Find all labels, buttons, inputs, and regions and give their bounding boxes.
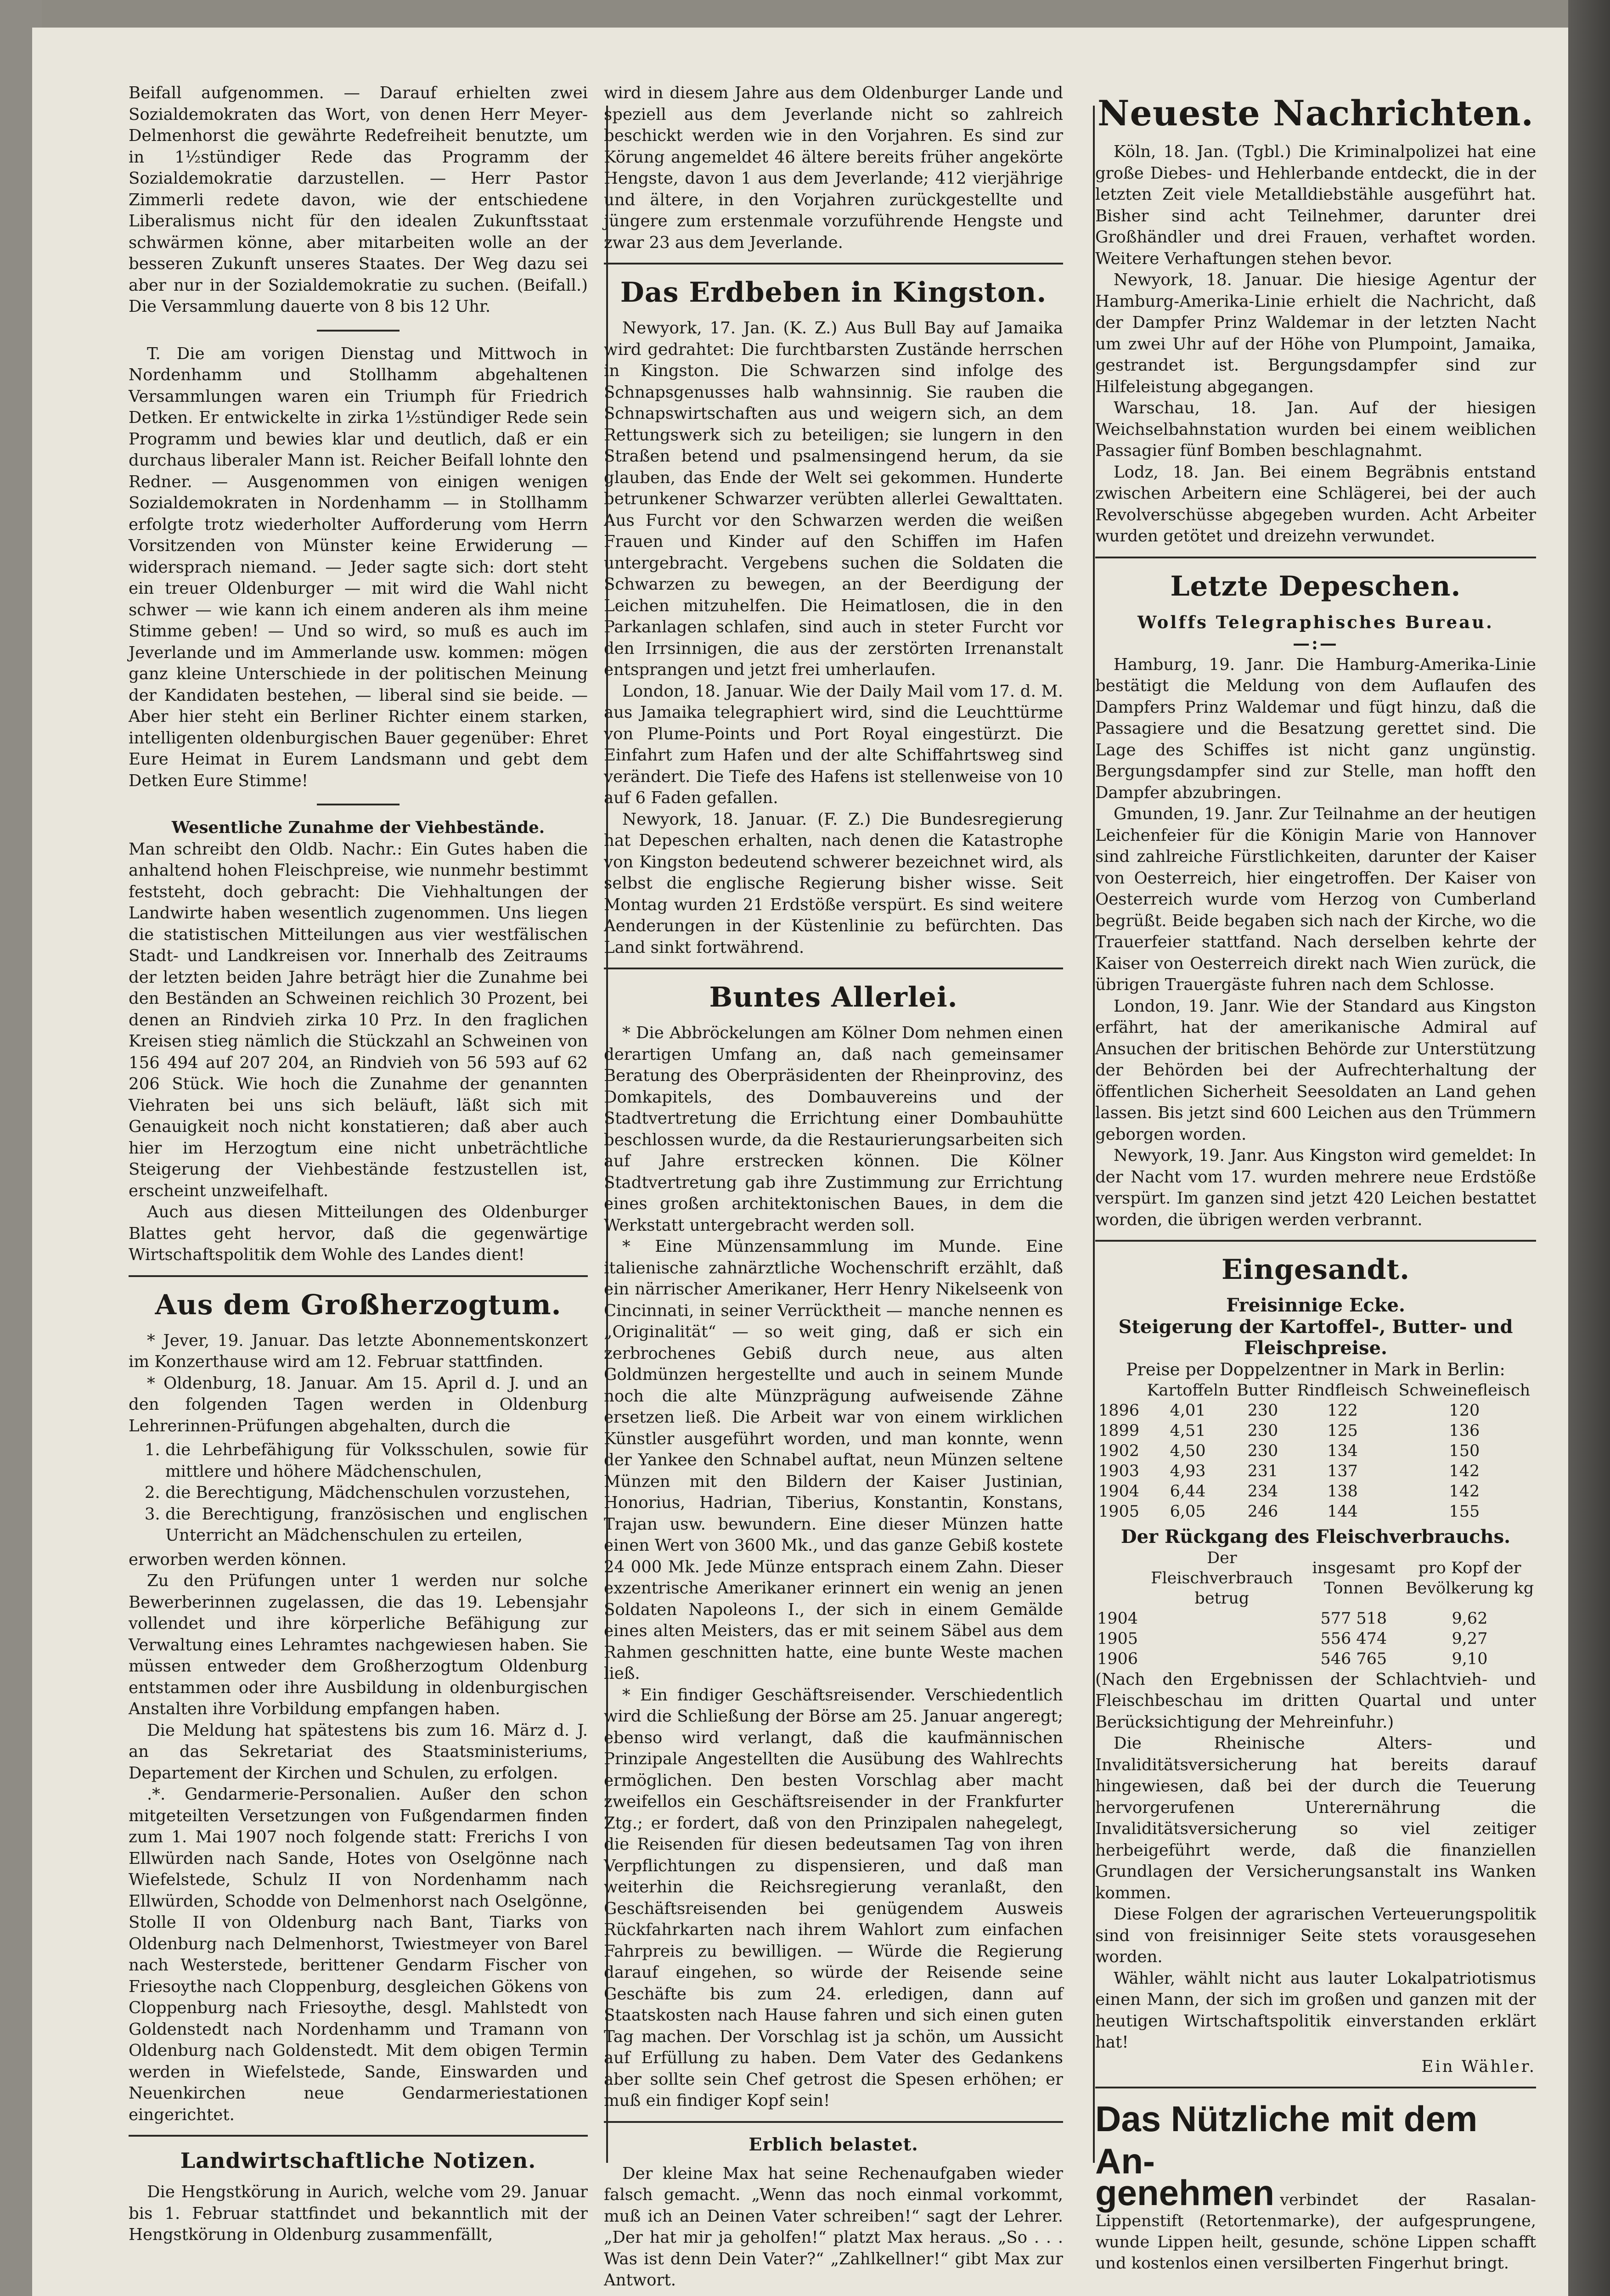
table-row (1095, 1649, 1536, 1669)
article-paragraph: Auch aus diesen Mitteilungen des Oldenburger Blattes geht hervor, daß die gegenwärtige Wirtschaftspolitik dem Wohle des Landes dient! (129, 1203, 588, 1264)
table-cell: 4,51 (1170, 1422, 1206, 1440)
ad-headline-cont: genehmen (1095, 2172, 1275, 2213)
column-3 (1095, 83, 1536, 2273)
table-cell: 4,50 (1170, 1442, 1206, 1460)
section-heading-landwirtschaft: Landwirtschaftliche Notizen. (180, 2148, 536, 2173)
section-subheading: Freisinnige Ecke. (1226, 1294, 1405, 1316)
section-rule (604, 968, 1063, 969)
price-table (1095, 1380, 1536, 1522)
article-paragraph: London, 19. Janr. Wie der Standard aus Kingston erfährt, hat der amerikanische Admiral auf Ansuchen der britischen Behörde zur Unterstützung der Behörden bei der Aufrechterhaltung der öffentlichen Sicherheit Seesoldaten an Land gehen lassen. Bis jetzt sind 600 Leichen aus den Trümmern geborgen worden. (1095, 996, 1536, 1144)
table-cell: 120 (1449, 1401, 1480, 1420)
table-header: insgesamt Tonnen (1312, 1559, 1396, 1598)
table-cell: 1904 (1097, 1609, 1138, 1628)
article-paragraph: Köln, 18. Jan. (Tgbl.) Die Kriminalpolizei hat eine große Diebes- und Hehlerbande entdeckt, die in der letzten Zeit viele Metalldiebstähle ausgeführt hat. Bisher sind acht Teilnehmer, darunter drei Großhändler und drei Frauen, verhaftet worden. Weitere Verhaftungen stehen bevor. (1095, 142, 1536, 268)
article-paragraph: Newyork, 19. Janr. Aus Kingston wird gemeldet: In der Nacht vom 17. wurden mehrere neue Erdstöße verspürt. Im ganzen sind jetzt 420 Leichen bestattet worden, die übrigen werden verbrannt. (1095, 1146, 1536, 1229)
article-paragraph: * Jever, 19. Januar. Das letzte Abonnementskonzert im Konzerthause wird am 12. Februar stattfinden. (129, 1331, 588, 1371)
table-header: Kartoffeln (1147, 1381, 1229, 1400)
table-cell: 134 (1327, 1442, 1358, 1460)
table-row (1095, 1461, 1536, 1481)
article-headline-inline: Wesentliche Zunahme der Viehbestände. (171, 818, 545, 837)
table-cell: 1902 (1098, 1442, 1139, 1460)
table-header-row (1095, 1548, 1536, 1609)
table-cell: 230 (1247, 1401, 1278, 1420)
ad-text: verbindet der Rasalan-Lippenstift (Retortenmarke), der aufgesprungene, wunde Lippen heilt, gesunde, schöne Lippen schafft und kostenlos einen versilberten Fingerhut bringt. (1095, 2191, 1536, 2273)
table-header (1095, 1548, 1140, 1609)
article-paragraph: Die Rheinische Alters- und Invaliditätsversicherung hat bereits darauf hingewiesen, daß bei der durch die Teuerung hervorgerufenen Unterernährung die Invaliditätsversicherung so viel zeitiger herbeigeführt werde, daß die finanziellen Grundlagen der Versicherungsanstalt ins Wanken kommen. (1095, 1734, 1536, 1902)
section-rule (129, 1275, 588, 1277)
signature: Ein Wähler. (1421, 2057, 1536, 2076)
section-heading-grossherzogtum: Aus dem Großherzogtum. (155, 1289, 562, 1321)
table-row (1095, 1502, 1536, 1522)
article-paragraph: Diese Folgen der agrarischen Verteuerungspolitik sind von freisinniger Seite stets vorausgesehen worden. (1095, 1905, 1536, 1966)
article-paragraph: T. Die am vorigen Dienstag und Mittwoch in Nordenhamm und Stollhamm abgehaltenen Versammlungen waren ein Triumph für Friedrich Detken. Er entwickelte in zirka 1½stündiger Rede sein Programm und bewies klar und deutlich, daß er ein durchaus liberaler Mann ist. Reicher Beifall lohnte den Redner. — Ausgenommen von einigen wenigen Sozialdemokraten in Nordenhamm — in Stollhamm erfolgte trotz wiederholter Aufforderung vom Herrn Vorsitzenden von Münster keine Erwiderung — widersprach niemand. — Jeder sagte sich: dort steht ein treuer Oldenburger — mit wird die Wahl nicht schwer — wie kann ich einem anderen als ihm meine Stimme geben! — Und so wird, so muß es auch im Jeverlande und im Ammerlande usw. kommen: mögen ganz kleine Unterschiede in der politischen Meinung der Kandidaten bestehen, — liberal sind sie beide. — Aber hier steht ein Berliner Richter einem starken, intelligenten oldenburgischen Bauer gegenüber: Ehret Eure Heimat in Eurem Landsmann und gebt dem Detken Eure Stimme! (129, 344, 588, 790)
table-cell: 556 474 (1320, 1629, 1387, 1648)
section-heading-eingesandt: Eingesandt. (1221, 1254, 1410, 1286)
article-paragraph: Newyork, 18. Januar. (F. Z.) Die Bundesregierung hat Depeschen erhalten, nach denen die Katastrophe von Kingston bedeutend schwerer bezeichnet wird, als selbst die englische Regierung bisher wisse. Seit Montag wurden 21 Erdstöße verspürt. Es sind weitere Aenderungen in der Küstenlinie zu befürchten. Das Land sinkt fortwährend. (604, 810, 1063, 957)
list-item: 1. die Lehrbefähigung für Volksschulen, sowie für mittlere und höhere Mädchenschulen, (165, 1440, 588, 1482)
article-paragraph: * Oldenburg, 18. Januar. Am 15. April d. J. und an den folgenden Tagen werden in Oldenburg Lehrerinnen-Prüfungen abgehalten, durch die (129, 1373, 588, 1435)
section-rule (129, 2135, 588, 2137)
table-cell: 137 (1327, 1462, 1358, 1480)
column-rule-2 (1093, 106, 1095, 2163)
table-cell: 1899 (1098, 1422, 1139, 1440)
divider (317, 804, 400, 805)
table-cell: 4,01 (1170, 1401, 1206, 1420)
article-paragraph: (Nach den Ergebnissen der Schlachtvieh- und Fleischbeschau im dritten Quartal und unter Berücksichtigung der Mehreinfuhr.) (1095, 1670, 1536, 1732)
article-paragraph: Die Hengstkörung in Aurich, welche vom 29. Januar bis 1. Februar stattfindet und bekanntlich mit der Hengstkörung in Oldenburg zusammenfällt, (129, 2183, 588, 2244)
column-2 (604, 83, 1063, 2290)
article-paragraph: Wähler, wählt nicht aus lauter Lokalpatriotismus einen Mann, der sich im großen und ganzen mit der heutigen Wirtschaftspolitik einverstanden erklärt hat! (1095, 1969, 1536, 2052)
section-rule (1095, 1240, 1536, 1242)
ad-headline: Das Nützliche mit dem An- (1095, 2099, 1478, 2181)
table-cell: 9,27 (1452, 1629, 1488, 1648)
section-heading-erblich: Erblich belastet. (749, 2133, 918, 2155)
article-paragraph: Beifall aufgenommen. — Darauf erhielten zwei Sozialdemokraten das Wort, von denen Herr Meyer-Delmenhorst die gewährte Redefreiheit benutzte, um in 1½stündiger Rede das Programm der Sozialdemokratie darzustellen. — Herr Pastor Zimmerli redete davon, wie der entschiedene Liberalismus nicht für den idealen Zukunftsstaat schwärmen könne, aber mitarbeiten wolle an der besseren Zukunft unseres Staates. Der Weg dazu sei aber nur in der Sozialdemokratie zu suchen. (Beifall.) Die Versammlung dauerte von 8 bis 12 Uhr. (129, 84, 588, 316)
table-caption: Preise per Doppelzentner in Mark in Berlin: (1126, 1359, 1505, 1379)
table-cell: 577 518 (1320, 1609, 1387, 1628)
table-cell: 546 765 (1320, 1649, 1387, 1668)
table-cell: 144 (1327, 1503, 1358, 1521)
table-cell: 4,93 (1170, 1462, 1206, 1480)
ad-body (1095, 2172, 1536, 2274)
advertisement (1095, 2098, 1536, 2274)
article-paragraph: * Ein findiger Geschäftsreisender. Verschiedentlich wird die Schließung der Börse am 25. Januar angeregt; ebenso wird verlangt, daß die kaufmännischen Prinzipale Angestellten die Ausübung des Wahlrechts ermöglichen. Den besten Vorschlag aber macht zweifellos ein Geschäftsreisender in der Frankfurter Ztg.; er fordert, daß von den Prinzipalen nahegelegt, die Reisenden für diesen bedeutsamen Tag von ihren Verpflichtungen zu dispensieren, und daß man weiterhin die Reichsregierung veranlaßt, den Geschäftsreisenden bei genügendem Ausweis Rückfahrkarten nach ihrem Wahlort zum einfachen Fahrpreis zu bewilligen. — Würde die Regierung darauf eingehen, so würde der Reisende seine Geschäfte bis zum 24. erledigen, dann auf Staatskosten nach Hause fahren und sich einen guten Tag machen. Der Vorschlag ist ja schön, um Aussicht auf Erfüllung zu haben. Dem Vater des Gedankens aber sollte sein Chef getrost die Spesen erhöhen; er muß ein findiger Kopf sein! (604, 1685, 1063, 2110)
section-subheading: Wolffs Telegraphisches Bureau. (1137, 612, 1494, 632)
article-paragraph: wird in diesem Jahre aus dem Oldenburger Lande und speziell aus dem Jeverlande nicht so zahlreich beschickt werden wie in den Vorjahren. Es sind zur Körung angemeldet 46 ältere bereits früher angekörte Hengste, davon 1 aus dem Jeverlande; 412 vierjährige und ältere, in den Vorjahren zurückgestellte und jüngere zum erstenmale vorzuführende Hengste und zwar 23 aus dem Jeverlande. (604, 84, 1063, 252)
article-paragraph: Man schreibt den Oldb. Nachr.: Ein Gutes haben die anhaltend hohen Fleischpreise, wie nunmehr bestimmt feststeht, doch gebracht: Die Viehhaltungen der Landwirte haben wesentlich zugenommen. Uns liegen die statistischen Mitteilungen aus vier westfälischen Stadt- und Landkreisen vor. Innerhalb des Zeitraums der letzten beiden Jahre beträgt hier die Zunahme bei den Beständen an Schweinen reichlich 30 Prozent, bei denen an Rindvieh zirka 10 Prz. In den fraglichen Kreisen stieg nämlich die Stückzahl an Schweinen von 156 494 auf 207 204, an Rindvieh von 56 593 auf 62 206 Stück. Wie hoch die Zunahme der genannten Viehraten bei uns sich beläuft, läßt sich mit Genauigkeit noch nicht konstatieren; daß aber auch hier im Herzogtum eine nicht unbeträchtliche Steigerung der Viehbestände festzustellen ist, erscheint unzweifelhaft. (129, 839, 588, 1200)
table-cell: 136 (1449, 1422, 1480, 1440)
column-1 (129, 83, 588, 2244)
article-paragraph: Lodz, 18. Jan. Bei einem Begräbnis entstand zwischen Arbeitern eine Schlägerei, bei der auch Revolverschüsse abgegeben wurden. Acht Arbeiter wurden getötet und dreizehn verwundet. (1095, 462, 1536, 546)
table-cell: 125 (1327, 1422, 1358, 1440)
consumption-table (1095, 1548, 1536, 1669)
numbered-list (165, 1440, 588, 1547)
separator-mark: —:— (1293, 633, 1339, 653)
section-heading-erdbeben: Das Erdbeben in Kingston. (620, 276, 1047, 309)
table-row (1095, 1421, 1536, 1441)
list-item: 3. die Berechtigung, französischen und englischen Unterricht an Mädchenschulen zu erteilen, (165, 1504, 588, 1547)
article-paragraph: London, 18. Januar. Wie der Daily Mail vom 17. d. M. aus Jamaika telegraphiert wird, sind die Leuchttürme von Plume-Points und Port Royal eingestürzt. Die Einfahrt zum Hafen und der alte Schiffahrtsweg sind verändert. Die Tiefe des Hafens ist stellenweise von 10 auf 6 Faden gefallen. (604, 681, 1063, 807)
section-rule (1095, 2087, 1536, 2088)
table-cell: 6,05 (1170, 1503, 1206, 1521)
table-cell: 1904 (1098, 1482, 1139, 1501)
article-paragraph: Newyork, 18. Januar. Die hiesige Agentur der Hamburg-Amerika-Linie erhielt die Nachricht, daß der Dampfer Prinz Waldemar in der letzten Nacht um zwei Uhr auf der Höhe von Plumpoint, Jamaika, gestrandet ist. Bergungsdampfer sind zur Hilfeleistung abgegangen. (1095, 270, 1536, 396)
table-cell: 122 (1327, 1401, 1358, 1420)
table-cell: 231 (1247, 1462, 1278, 1480)
table-cell: 1903 (1098, 1462, 1139, 1480)
article-paragraph: * Eine Münzensammlung im Munde. Eine italienische zahnärztliche Wochenschrift erzählt, daß ein närrischer Amerikaner, Herr Henry Nikelseenk von Cincinnati, in seiner Verrücktheit — manche nennen es „Originalität“ — so weit ging, daß er sich ein zerbrochenes Gebiß durch neue, aus alten Goldmünzen hergestellte und auch in seinem Munde noch die alte Münzprägung aufweisende Zähne ersetzen ließ. Die Arbeit war von einem wirklichen Künstler ausgeführt worden, und man konnte, wenn der Yankee den Schnabel auftat, neun Münzen seltene Münzen mit den Bildern der Kaiser Justinian, Honorius, Hadrian, Tiberius, Konstantin, Konstans, Trajan usw. bewundern. Eine dieser Münzen hatte einen Wert von 3600 Mk., und das ganze Gebiß kostete 24 000 Mk. Jede Münze entsprach einem Zahn. Dieser exzentrische Amerikaner erinnert ein wenig an jenen Soldaten Napoleons I., der sich in einem Gemälde eines alten Meisters, das er mit seinem Säbel aus dem Rahmen geschnitten hatte, eine bunte Weste machen ließ. (604, 1237, 1063, 1683)
table-row (1095, 1441, 1536, 1461)
table-cell: 6,44 (1170, 1482, 1206, 1501)
table-row (1095, 1629, 1536, 1649)
table-row (1095, 1609, 1536, 1629)
table-cell: 138 (1327, 1482, 1358, 1501)
table-cell: 246 (1247, 1503, 1278, 1521)
section-rule (604, 2121, 1063, 2123)
section-heading-letzte-depeschen: Letzte Depeschen. (1170, 570, 1461, 602)
table-cell: 9,62 (1452, 1609, 1488, 1628)
table-row (1095, 1401, 1536, 1421)
table-cell: 1905 (1097, 1629, 1138, 1648)
table-cell: 142 (1449, 1482, 1480, 1501)
article-paragraph: Der kleine Max hat seine Rechenaufgaben wieder falsch gemacht. „Wenn das noch einmal vorkommt, muß ich an Deinen Vater schreiben!“ sagt der Lehrer. „Der hat mir ja geholfen!“ platzt Max heraus. „So . . . Was ist denn Dein Vater?“ „Zahlkellner!“ gibt Max zur Antwort. (604, 2164, 1063, 2290)
table-cell: 150 (1449, 1442, 1480, 1460)
table-cell: 234 (1247, 1482, 1278, 1501)
section-heading-buntes-allerlei: Buntes Allerlei. (709, 981, 958, 1013)
table-cell: 1905 (1098, 1503, 1139, 1521)
table-header: Rindfleisch (1297, 1381, 1388, 1400)
article-paragraph: Die Meldung hat spätestens bis zum 16. März d. J. an das Sekretariat des Staatsministeriums, Departement der Kirchen und Schulen, zu erfolgen. (129, 1721, 588, 1783)
section-heading-neueste-nachrichten: Neueste Nachrichten. (1098, 93, 1534, 134)
article-paragraph: Gmunden, 19. Janr. Zur Teilnahme an der heutigen Leichenfeier für die Königin Marie von Hannover sind zahlreiche Fürstlichkeiten, darunter der Kaiser von Oesterreich, hier eingetroffen. Der Kaiser von Oesterreich wurde vom Herzog von Cumberland begrüßt. Beide begaben sich nach der Kirche, wo die Trauerfeier stattfand. Nach derselben kehrte der Kaiser von Oesterreich direkt nach Wien zurück, die übrigen Trauergäste fuhren nach dem Schlosse. (1095, 805, 1536, 994)
table-header: Butter (1236, 1381, 1289, 1400)
table-cell: 155 (1449, 1503, 1480, 1521)
article-paragraph: Hamburg, 19. Janr. Die Hamburg-Amerika-Linie bestätigt die Meldung von dem Auflaufen des Dampfers Prinz Waldemar und fügt hinzu, daß die Passagiere und die Besatzung gerettet sind. Die Lage des Schiffes ist nicht ganz ungünstig. Bergungsdampfer sind zur Stelle, man hofft den Dampfer abzubringen. (1095, 655, 1536, 802)
article-paragraph: erworben werden können. (129, 1550, 347, 1569)
table-row (1095, 1481, 1536, 1502)
table-header: Der Fleischverbrauch betrug (1151, 1548, 1293, 1608)
table-cell: 142 (1449, 1462, 1480, 1480)
table-cell: 1896 (1098, 1401, 1139, 1420)
table-cell: 230 (1247, 1442, 1278, 1460)
divider (317, 330, 400, 332)
table-caption: Der Rückgang des Fleischverbrauchs. (1120, 1526, 1511, 1548)
section-rule (1095, 557, 1536, 558)
section-rule (604, 263, 1063, 264)
table-cell: 230 (1247, 1422, 1278, 1440)
article-paragraph: .*. Gendarmerie-Personalien. Außer den schon mitgeteilten Versetzungen von Fußgendarmen finden zum 1. Mai 1907 noch folgende statt: Frerichs I von Ellwürden nach Sande, Hotes von Oselgönne nach Wiefelstede, Schulz II von Nordenhamm nach Ellwürden, Schodde von Delmenhorst nach Oselgönne, Stolle II von Oldenburg nach Bant, Tiarks von Oldenburg nach Delmenhorst, Twiestmeyer von Barel nach Westerstede, berittener Gendarm Fischer von Friesoythe nach Cloppenburg, desgleichen Gökens von Cloppenburg nach Friesoythe, desgl. Mahlstedt von Goldenstedt nach Nordenhamm und Tramann von Oldenburg nach Goldenstedt. Mit dem obigen Termin werden in Wiefelstede, Sande, Einswarden und Neuenkirchen neue Gendarmeriestationen eingerichtet. (129, 1785, 588, 2124)
article-paragraph: Newyork, 17. Jan. (K. Z.) Aus Bull Bay auf Jamaika wird gedrahtet: Die furchtbarsten Zustände herrschen in Kingston. Die Schwarzen sind infolge des Schnapsgenusses halb wahnsinnig. Sie rauben die Schnapswirtschaften aus und weigern sich, an dem Rettungswerk sich zu beteiligen; sie lungern in den Straßen betend und psalmensingend herum, da sie glauben, das Ende der Welt sei gekommen. Hunderte betrunkener Schwarzer verübten allerlei Gewalttaten. Aus Furcht vor den Schwarzen werden die weißen Frauen und Kinder auf den Schiffen im Hafen untergebracht. Vergebens suchen die Soldaten die Schwarzen zu bewegen, an der Beerdigung der Leichen mitzuhelfen. Die Heimatlosen, die in den Parkanlagen schlafen, sind auch in steter Furcht vor den Irrsinnigen, die aus der zerstörten Irrenanstalt entsprangen und jetzt frei umherlaufen. (604, 319, 1063, 679)
table-header: pro Kopf der Bevölkerung kg (1405, 1559, 1534, 1598)
table-header: Schweinefleisch (1398, 1381, 1531, 1400)
article-paragraph: * Die Abbröckelungen am Kölner Dom nehmen einen derartigen Umfang an, daß nach gemeinsamer Beratung des Oberpräsidenten der Rheinprovinz, des Domkapitels, des Dombauvereins und der Stadtvertretung die Errichtung einer Dombauhütte beschlossen wurde, da die Restaurierungsarbeiten sich auf Jahre erstrecken können. Die Kölner Stadtvertretung gab ihre Zustimmung zur Errichtung eines großen architektonischen Baues, in dem die Werkstatt untergebracht werden soll. (604, 1024, 1063, 1235)
table-cell: 9,10 (1452, 1649, 1488, 1668)
article-paragraph: Zu den Prüfungen unter 1 werden nur solche Bewerberinnen zugelassen, die das 19. Lebensjahr vollendet und ihre körperliche Befähigung zur Verwaltung eines Lehramtes nachgewiesen haben. Sie müssen entweder dem Großherzogtum Oldenburg entstammen oder ihre Ausbildung in oldenburgischen Anstalten ihre Vorbildung empfangen haben. (129, 1571, 588, 1718)
section-subheading: Steigerung der Kartoffel-, Butter- und Fleischpreise. (1118, 1316, 1513, 1359)
table-header-row (1095, 1380, 1536, 1401)
table-header (1095, 1380, 1143, 1401)
article-paragraph: Warschau, 18. Jan. Auf der hiesigen Weichselbahnstation wurden bei einem weiblichen Passagier fünf Bomben beschlagnahmt. (1095, 399, 1536, 460)
scan-right-border (1568, 0, 1610, 2296)
table-cell: 1906 (1097, 1649, 1138, 1668)
list-item: 2. die Berechtigung, Mädchenschulen vorzustehen, (165, 1482, 588, 1504)
